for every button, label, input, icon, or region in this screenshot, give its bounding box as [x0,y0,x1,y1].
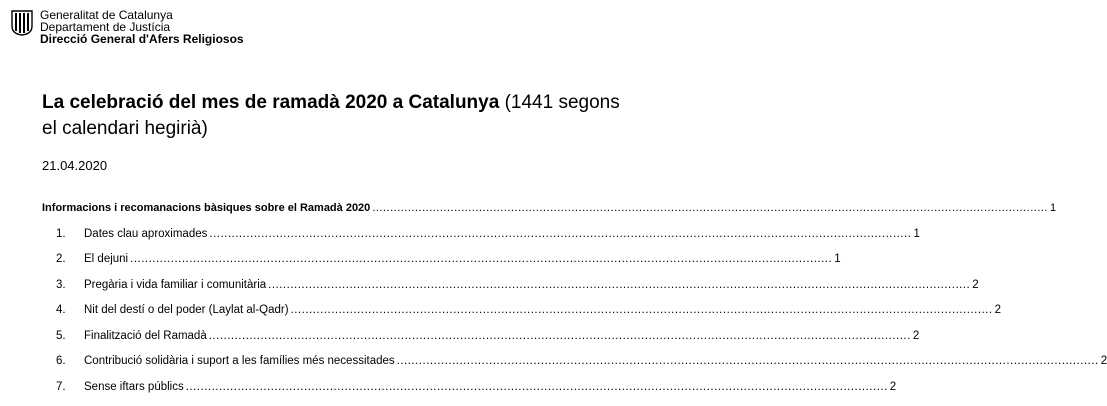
toc-page-number: 2 [890,381,896,393]
toc-item-number: 1. [42,228,84,240]
toc-item[interactable] [42,381,612,406]
document-header [10,9,244,45]
toc-item-label: Nit del destí o del poder (Laylat al-Qadr) [84,304,289,316]
toc-page-number: 1 [913,228,919,240]
toc-leader: .............................................................................................................................................................................................. [268,279,970,291]
toc-leader: .............................................................................................................................................................................................. [397,355,1099,367]
toc-item-number: 2. [42,253,84,265]
organization-block [40,9,244,45]
title-main: La celebració del mes de ramadà 2020 a Catalunya [42,92,499,113]
document-date: 21.04.2020 [42,158,107,173]
toc-item-label: Dates clau aproximades [84,228,207,240]
toc-item-label: Contribució solidària i suport a les famílies més necessitades [84,355,395,367]
directorate-name: Direcció General d'Afers Religiosos [40,33,244,45]
toc-main-entry[interactable] [42,202,612,228]
toc-leader: .............................................................................................................................................................................................. [186,381,888,393]
toc-item[interactable] [42,355,612,381]
toc-item[interactable] [42,253,612,279]
toc-leader: .............................................................................................................................................................................................. [372,202,1048,214]
table-of-contents [42,202,612,406]
toc-page-number: 2 [995,304,1001,316]
toc-page-number: 1 [1050,202,1056,214]
toc-page-number: 1 [834,253,840,265]
toc-item-number: 3. [42,279,84,291]
toc-item-number: 7. [42,381,84,393]
toc-item-label: El dejuni [84,253,128,265]
toc-leader: .............................................................................................................................................................................................. [209,228,911,240]
title-subtitle: (1441 segons el calendari hegirià) [42,92,620,139]
toc-item[interactable] [42,304,612,330]
toc-page-number: 2 [972,279,978,291]
toc-item-number: 5. [42,330,84,342]
org-name: Generalitat de Catalunya [40,9,244,21]
toc-item[interactable] [42,279,612,305]
toc-item[interactable] [42,330,612,356]
toc-page-number: 2 [913,330,919,342]
toc-item-number: 4. [42,304,84,316]
toc-item-label: Pregària i vida familiar i comunitària [84,279,266,291]
toc-item-label: Sense iftars públics [84,381,184,393]
toc-leader: .............................................................................................................................................................................................. [130,253,832,265]
toc-item-number: 6. [42,355,84,367]
toc-page-number: 2 [1101,355,1107,367]
toc-leader: .............................................................................................................................................................................................. [209,330,911,342]
document-title [42,90,622,142]
toc-leader: .............................................................................................................................................................................................. [291,304,993,316]
catalan-flag-stripes-icon [10,10,34,36]
toc-item-label: Finalització del Ramadà [84,330,207,342]
toc-item[interactable] [42,228,612,254]
toc-main-label: Informacions i recomanacions bàsiques sobre el Ramadà 2020 [42,202,370,214]
department-name: Departament de Justícia [40,21,244,33]
